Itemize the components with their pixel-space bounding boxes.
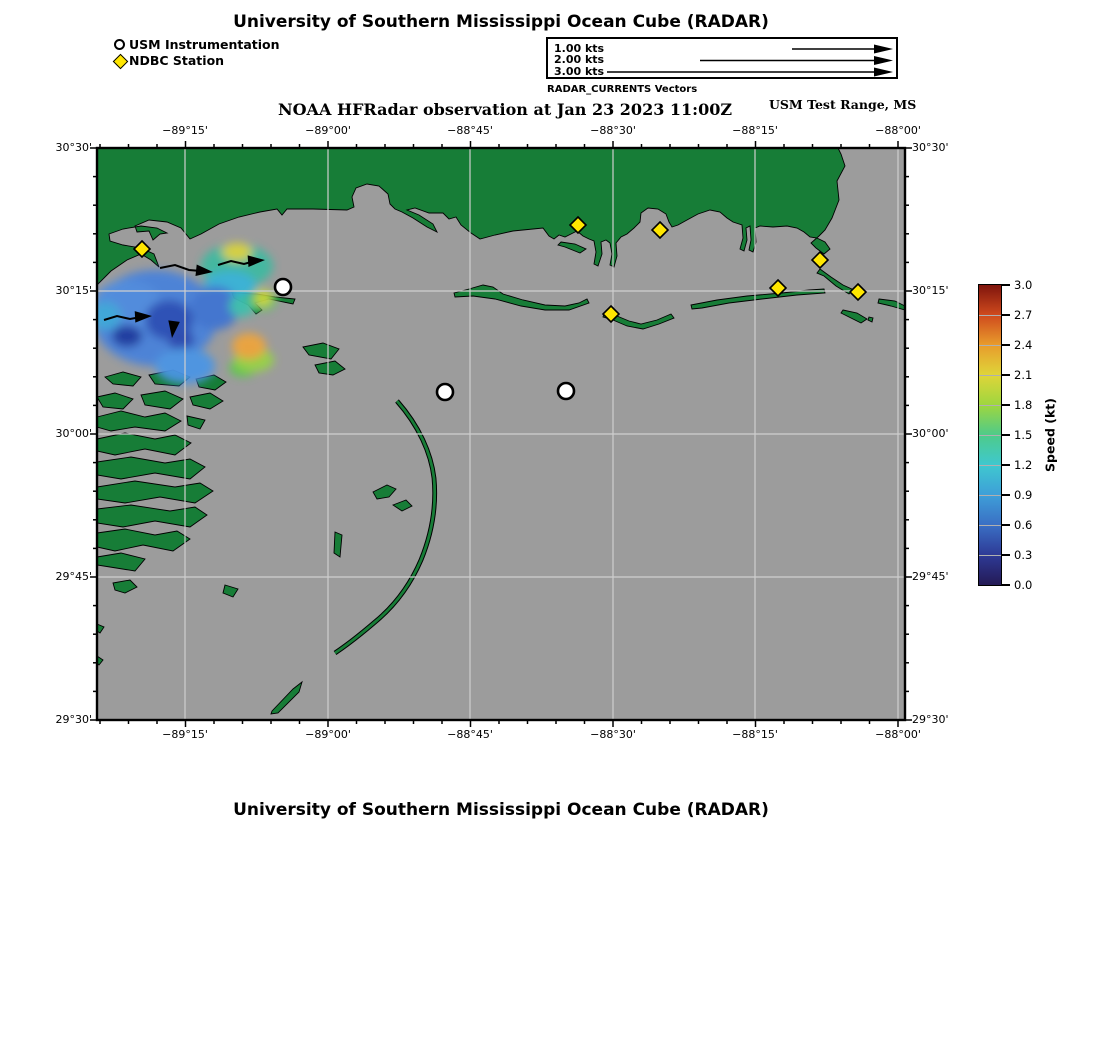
vector-scale-caption: RADAR_CURRENTS Vectors [547, 84, 698, 95]
ndbc-station-legend-icon [115, 56, 126, 67]
lon-label-top: −88°15' [732, 124, 778, 137]
lon-label-top: −88°30' [590, 124, 636, 137]
usm-instrument-marker-0 [275, 279, 291, 295]
lat-label-right: 29°45' [912, 570, 949, 583]
lat-label-left: 30°00' [55, 427, 92, 440]
scale-row-label-2: 3.00 kts [554, 64, 605, 78]
colorbar-tick-label: 1.8 [1014, 398, 1033, 412]
colorbar-gridline [979, 525, 1001, 526]
colorbar-gridline [979, 495, 1001, 496]
lon-label-top: −88°45' [447, 124, 493, 137]
speed-blob-7 [112, 325, 142, 347]
colorbar-gridline [979, 405, 1001, 406]
scale-arrow-head-0 [874, 45, 893, 54]
colorbar-gridline [979, 435, 1001, 436]
colorbar-title: Speed (kt) [1042, 398, 1058, 472]
scale-arrow-head-1 [874, 56, 893, 65]
speed-blob-16 [232, 333, 266, 359]
colorbar-tick-label: 1.5 [1014, 428, 1033, 442]
lat-label-left: 29°45' [55, 570, 92, 583]
scale-arrow-head-2 [874, 68, 893, 77]
usm-instrument-legend-icon [114, 39, 125, 50]
usm-instrument-marker-1 [437, 384, 453, 400]
lat-label-left: 29°30' [55, 713, 92, 726]
usm-instrument-legend-label: USM Instrumentation [129, 37, 280, 52]
lat-label-right: 30°30' [912, 141, 949, 154]
colorbar-gridline [979, 345, 1001, 346]
lon-label-bottom: −89°00' [305, 728, 351, 741]
map-canvas [89, 140, 915, 728]
speed-blob-13 [254, 290, 272, 306]
colorbar-tick-label: 2.4 [1014, 338, 1033, 352]
vector-scale-box [546, 37, 898, 79]
colorbar-tick-mark [1002, 374, 1010, 376]
lon-label-top: −88°00' [875, 124, 921, 137]
region-label: USM Test Range, MS [769, 97, 917, 112]
colorbar-tick-mark [1002, 314, 1010, 316]
colorbar-gridline [979, 315, 1001, 316]
colorbar-gridline [979, 555, 1001, 556]
lon-label-bottom: −88°00' [875, 728, 921, 741]
lon-label-bottom: −88°30' [590, 728, 636, 741]
colorbar-tick-label: 2.1 [1014, 368, 1033, 382]
colorbar-tick-mark [1002, 434, 1010, 436]
colorbar-tick-mark [1002, 554, 1010, 556]
lat-label-right: 30°00' [912, 427, 949, 440]
colorbar-tick-label: 0.9 [1014, 488, 1033, 502]
lat-label-right: 30°15' [912, 284, 949, 297]
colorbar-tick-mark [1002, 464, 1010, 466]
ndbc-station-legend-label: NDBC Station [129, 53, 225, 68]
colorbar-tick-mark [1002, 584, 1010, 586]
colorbar-tick-mark [1002, 404, 1010, 406]
usm-instrument-marker-2 [558, 383, 574, 399]
lat-label-left: 30°30' [55, 141, 92, 154]
colorbar-tick-label: 2.7 [1014, 308, 1033, 322]
lon-label-top: −89°00' [305, 124, 351, 137]
colorbar-gridline [979, 465, 1001, 466]
lon-label-bottom: −89°15' [162, 728, 208, 741]
colorbar-tick-label: 0.0 [1014, 578, 1033, 592]
scale-row-label-1: 2.00 kts [554, 53, 605, 66]
colorbar-gridline [979, 375, 1001, 376]
lat-label-right: 29°30' [912, 713, 949, 726]
observation-subtitle: NOAA HFRadar observation at Jan 23 2023 11:00Z [277, 100, 733, 119]
colorbar-tick-label: 0.6 [1014, 518, 1033, 532]
colorbar-tick-label: 0.3 [1014, 548, 1033, 562]
colorbar-tick-mark [1002, 344, 1010, 346]
page-title: University of Southern Mississippi Ocean Cube (RADAR) [233, 12, 769, 32]
colorbar-tick-label: 3.0 [1014, 278, 1033, 292]
speed-blob-2 [222, 243, 252, 261]
scale-row-label-0: 1.00 kts [554, 41, 605, 55]
colorbar-tick-mark [1002, 494, 1010, 496]
lon-label-bottom: −88°15' [732, 728, 778, 741]
lon-label-top: −89°15' [162, 124, 208, 137]
lat-label-left: 30°15' [55, 284, 92, 297]
colorbar-tick-mark [1002, 284, 1010, 286]
lon-label-bottom: −88°45' [447, 728, 493, 741]
footer-title: University of Southern Mississippi Ocean Cube (RADAR) [233, 800, 769, 820]
colorbar-tick-label: 1.2 [1014, 458, 1033, 472]
colorbar-tick-mark [1002, 524, 1010, 526]
